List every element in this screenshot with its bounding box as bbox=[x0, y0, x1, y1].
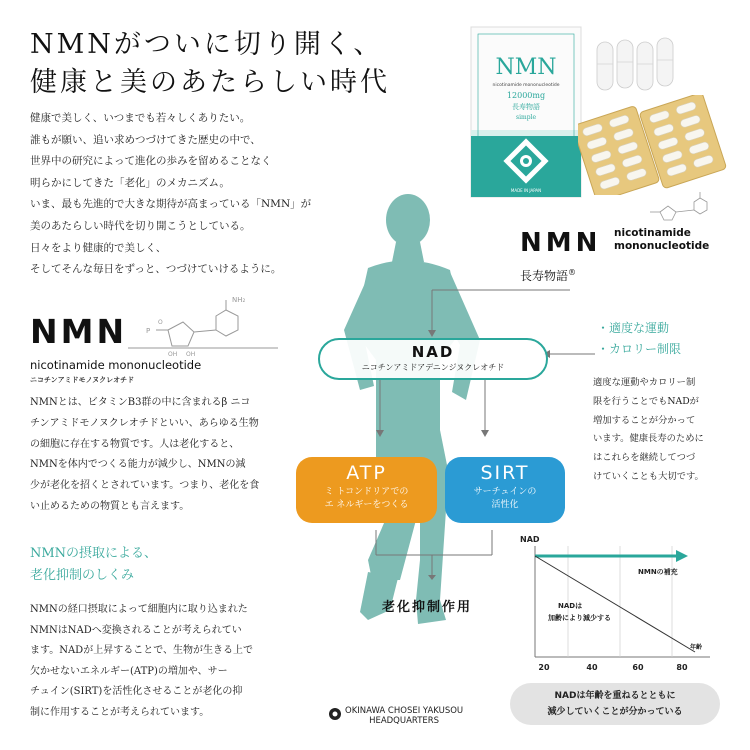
sirt-box bbox=[445, 457, 565, 523]
lifestyle-line: 増加することが分かって bbox=[593, 414, 696, 426]
graph-x-label: 年齢 bbox=[690, 644, 703, 651]
arrow-down-icon bbox=[376, 430, 384, 437]
nad-box bbox=[318, 338, 548, 380]
lifestyle-line: けていくことも大切です。 bbox=[593, 470, 704, 482]
capsules-image bbox=[595, 36, 685, 96]
arrow-down-icon bbox=[481, 430, 489, 437]
mechanism-line: NMNの経口摂取によって細胞内に取り込まれた bbox=[30, 604, 248, 615]
intro-line: そしてそんな毎日をずっと、つづけていけるように。 bbox=[30, 263, 282, 276]
graph-tick: 60 bbox=[632, 663, 644, 672]
intro-line: 世界中の研究によって進化の歩みを留めることなく bbox=[30, 155, 272, 168]
atp-title: ATP bbox=[346, 462, 387, 484]
molecule-p-label: P bbox=[146, 327, 151, 335]
intro-line: 健康で美しく、いつまでも若々しくありたい。 bbox=[30, 112, 251, 124]
lifestyle-text bbox=[593, 374, 715, 487]
product-box-image bbox=[470, 26, 582, 198]
graph-tick: 80 bbox=[676, 663, 688, 672]
bullet-exercise: ・適度な運動 bbox=[597, 321, 670, 335]
lifestyle-bullets bbox=[597, 318, 681, 360]
lifestyle-line: 限を行うことでもNADが bbox=[593, 395, 699, 407]
graph-y-label: NAD bbox=[520, 535, 540, 544]
nmn-katakana-name: ニコチンアミドモノヌクレオチド bbox=[30, 376, 135, 384]
company-name-line: HEADQUARTERS bbox=[369, 716, 440, 726]
nmn-description-line: 少が老化を招くとされています。つまり、老化を食 bbox=[30, 480, 260, 492]
nad-decline-label: 加齢により減少する bbox=[548, 614, 611, 622]
mechanism-heading-line: 老化抑制のしくみ bbox=[30, 568, 135, 583]
graph-tick: 40 bbox=[586, 663, 598, 672]
diagram-product-name-text: 長寿物語 bbox=[520, 269, 569, 283]
nad-decline-note-line: NADは年齢を重ねるとともに bbox=[554, 691, 676, 701]
diagram-nmn-english-line: mononucleotide bbox=[614, 240, 710, 252]
title-line-1: NMNがついに切り開く、 bbox=[30, 29, 384, 60]
intro-line: 美のあたらしい時代を切り開こうとしている。 bbox=[30, 219, 251, 232]
molecule-nh2-label: NH₂ bbox=[232, 296, 246, 304]
product-variant: simple bbox=[516, 114, 536, 121]
nad-decline-note bbox=[510, 683, 720, 725]
mechanism-line: ます。NADが上昇することで、生物が生きる上で bbox=[30, 645, 253, 656]
nmn-description-line: NMNを体内でつくる能力が減少し、NMNの減 bbox=[30, 459, 246, 471]
mechanism-description bbox=[30, 600, 275, 723]
company-logo-icon bbox=[328, 707, 342, 721]
sirt-title: SIRT bbox=[480, 462, 530, 484]
nmn-description-line: チンアミドモノヌクレオチドといい、あらゆる生物 bbox=[30, 417, 259, 429]
lifestyle-line: 適度な運動やカロリー制 bbox=[593, 377, 696, 388]
atp-line: エ ネルギーをつくる bbox=[324, 500, 409, 510]
blister-packs-image bbox=[578, 95, 728, 195]
nmn-molecule-icon bbox=[128, 290, 278, 360]
nmn-description-line: の細胞に存在する物質です。人は老化すると、 bbox=[30, 438, 240, 450]
diagram-nmn-label: NMN bbox=[520, 228, 602, 258]
sirt-description bbox=[445, 486, 565, 512]
title-line-2: 健康と美のあたらしい時代 bbox=[30, 67, 390, 98]
nmn-heading: NMN bbox=[30, 312, 128, 351]
nad-age-graph bbox=[510, 532, 720, 672]
diagram-nmn-english-line: nicotinamide bbox=[614, 227, 691, 239]
arrow-down-icon bbox=[428, 330, 436, 337]
mechanism-heading bbox=[30, 543, 157, 587]
nad-decline-note-line: 減少していくことが分かっている bbox=[547, 707, 683, 717]
nmn-supplement-label: NMNの補充 bbox=[638, 568, 678, 576]
lifestyle-line: はこれらを継続してつづ bbox=[593, 452, 696, 464]
diagram-nmn-english bbox=[614, 227, 709, 253]
molecule-oh-label: OH bbox=[168, 351, 178, 358]
molecule-oh-label: OH bbox=[186, 351, 196, 358]
diagram-molecule-icon bbox=[640, 190, 720, 226]
product-dose: 12000mg bbox=[506, 91, 546, 100]
nad-decline-label: NADは bbox=[558, 602, 583, 610]
company-name bbox=[345, 706, 463, 726]
arrow-down-icon bbox=[428, 575, 436, 580]
product-name: 長寿物語 bbox=[512, 103, 540, 111]
mechanism-line: 制に作用することが考えられています。 bbox=[30, 706, 210, 718]
nmn-english-name: nicotinamide mononucleotide bbox=[30, 358, 202, 372]
mechanism-line: NMNはNADへ変換されることが考えられてい bbox=[30, 624, 242, 636]
lifestyle-line: います。健康長寿のために bbox=[593, 433, 704, 445]
nmn-supplement-arrow-icon bbox=[676, 550, 688, 562]
product-made-in: MADE IN JAPAN bbox=[510, 188, 542, 193]
mechanism-line: 欠かせないエネルギー(ATP)の増加や、サー bbox=[30, 665, 228, 677]
sirt-line: サーチュインの bbox=[473, 487, 537, 497]
product-small-line: nicotinamide mononucleotide bbox=[492, 83, 560, 88]
nmn-description-line: い止めるための物質とも言えます。 bbox=[30, 500, 190, 512]
nmn-description bbox=[30, 393, 275, 518]
nad-subtitle: ニコチンアミドアデニンジヌクレオチド bbox=[361, 363, 505, 372]
intro-line: 日々をより健康的で美しく、 bbox=[30, 241, 167, 254]
mechanism-line: チュイン(SIRT)を活性化させることが老化の抑 bbox=[30, 686, 243, 697]
intro-line: 誰もが願い、追い求めつづけてきた歴史の中で、 bbox=[30, 133, 261, 146]
bullet-calorie: ・カロリー制限 bbox=[597, 342, 682, 356]
aging-suppression-label: 老化抑制作用 bbox=[382, 600, 473, 615]
registered-mark: ® bbox=[568, 268, 577, 277]
nmn-description-line: NMNとは、ビタミンB3群の中に含まれるβ ニコ bbox=[30, 397, 251, 408]
company-name-line: OKINAWA CHOSEI YAKUSOU bbox=[345, 706, 464, 716]
sirt-line: 活性化 bbox=[491, 500, 519, 510]
molecule-o-label: O bbox=[158, 319, 163, 326]
atp-line: ミ トコンドリアでの bbox=[324, 487, 409, 497]
graph-tick: 20 bbox=[538, 663, 550, 672]
diagram-product-name bbox=[520, 267, 576, 284]
intro-line: 明らかにしてきた「老化」のメカニズム。 bbox=[30, 176, 230, 189]
atp-description bbox=[296, 486, 437, 512]
page-title bbox=[30, 26, 410, 102]
product-brand: NMN bbox=[495, 55, 557, 80]
mechanism-heading-line: NMNの摂取による、 bbox=[30, 546, 158, 561]
nad-title: NAD bbox=[411, 343, 455, 361]
intro-line: いま、最も先進的で大きな期待が高まっている「NMN」が bbox=[30, 198, 312, 211]
atp-box bbox=[296, 457, 437, 523]
